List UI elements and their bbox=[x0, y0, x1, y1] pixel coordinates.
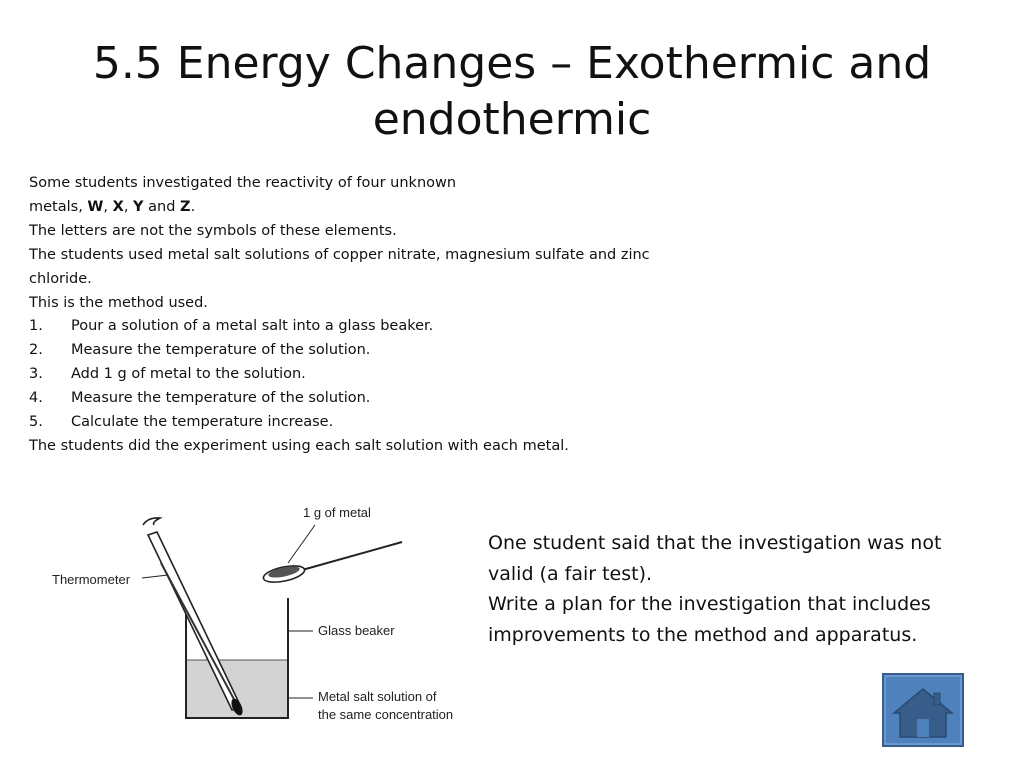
step-number: 3. bbox=[29, 366, 43, 383]
spoon-icon bbox=[262, 542, 402, 585]
metals-prefix: metals, bbox=[29, 198, 88, 215]
step-number: 2. bbox=[29, 342, 43, 359]
label-solution: Metal salt solution of bbox=[318, 689, 437, 704]
question-text bbox=[488, 528, 988, 650]
intro-line-1: Some students investigated the reactivity of four unknown bbox=[29, 175, 457, 191]
method-step bbox=[29, 363, 669, 387]
method-steps bbox=[29, 315, 669, 435]
label-thermometer: Thermometer bbox=[52, 572, 131, 587]
step-text: Measure the temperature of the solution. bbox=[71, 390, 371, 407]
method-step bbox=[29, 315, 669, 339]
intro-closing: The students did the experiment using each salt solution with each metal. bbox=[29, 437, 569, 454]
end-dot: . bbox=[190, 198, 196, 215]
intro-text bbox=[29, 172, 669, 459]
slide-title: 5.5 Energy Changes – Exothermic and endothermic bbox=[92, 38, 932, 145]
separator: , bbox=[103, 198, 113, 215]
and-word: and bbox=[143, 198, 181, 215]
step-number: 5. bbox=[29, 414, 43, 431]
step-text: Pour a solution of a metal salt into a glass beaker. bbox=[71, 318, 434, 335]
metal-w: W bbox=[87, 198, 104, 215]
home-icon bbox=[884, 675, 962, 745]
method-step bbox=[29, 411, 669, 435]
metal-x: X bbox=[112, 198, 124, 215]
intro-line-3: The letters are not the symbols of these elements. bbox=[29, 222, 397, 239]
label-metal: 1 g of metal bbox=[303, 505, 371, 520]
intro-line-4: The students used metal salt solutions of copper nitrate, magnesium sulfate and zinc chloride. bbox=[29, 246, 650, 287]
apparatus-diagram bbox=[40, 495, 480, 727]
question-para-2: Write a plan for the investigation that includes improvements to the method and apparatus. bbox=[488, 593, 931, 646]
step-text: Calculate the temperature increase. bbox=[71, 414, 334, 431]
label-beaker: Glass beaker bbox=[318, 623, 395, 638]
step-text: Add 1 g of metal to the solution. bbox=[71, 366, 306, 383]
intro-line-5: This is the method used. bbox=[29, 294, 208, 311]
intro-metals-line bbox=[29, 196, 669, 220]
method-step bbox=[29, 339, 669, 363]
step-number: 1. bbox=[29, 318, 43, 335]
metal-y: Y bbox=[133, 198, 144, 215]
step-text: Measure the temperature of the solution. bbox=[71, 342, 371, 359]
step-number: 4. bbox=[29, 390, 43, 407]
metal-z: Z bbox=[180, 198, 191, 215]
separator: , bbox=[123, 198, 134, 215]
method-step bbox=[29, 387, 669, 411]
home-button[interactable] bbox=[882, 673, 964, 747]
question-para-1: One student said that the investigation was not valid (a fair test). bbox=[488, 532, 942, 585]
label-solution-2: the same concentration bbox=[318, 707, 454, 722]
